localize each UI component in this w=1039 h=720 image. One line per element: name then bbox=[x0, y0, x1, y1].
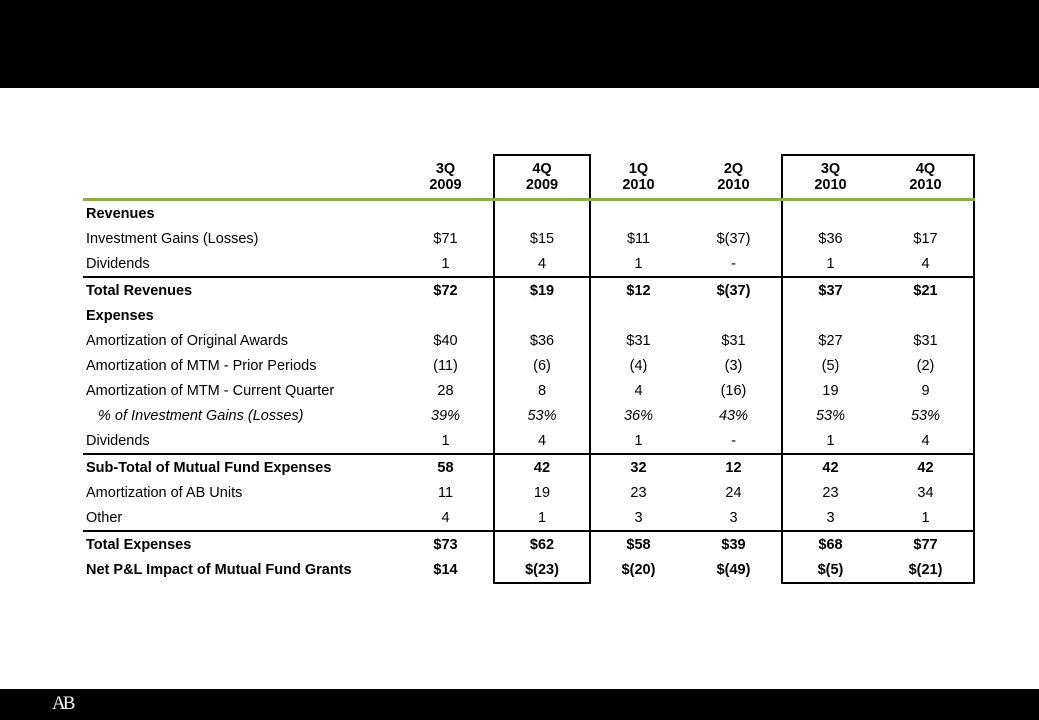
cell-value: 58 bbox=[398, 454, 494, 480]
row-label: Amortization of MTM - Prior Periods bbox=[86, 357, 317, 374]
cell-value bbox=[398, 303, 494, 328]
financial-table bbox=[83, 154, 975, 584]
cell-value: $(23) bbox=[494, 557, 590, 583]
cell-value bbox=[878, 200, 974, 227]
cell-value: 3 bbox=[634, 509, 643, 526]
cell-value: 43% bbox=[718, 407, 749, 424]
col-header-year: 2010 bbox=[590, 177, 686, 200]
cell-value: 1 bbox=[634, 432, 643, 449]
table-row bbox=[83, 251, 974, 277]
cell-value: $37 bbox=[782, 277, 878, 303]
cell-value bbox=[782, 200, 878, 227]
cell-value: - bbox=[731, 432, 736, 449]
cell-value: $27 bbox=[782, 328, 878, 353]
cell-value: $58 bbox=[590, 531, 686, 557]
cell-value bbox=[686, 303, 782, 328]
table-row bbox=[83, 353, 974, 378]
cell-value: $17 bbox=[878, 226, 974, 251]
row-label: Amortization of MTM - Current Quarter bbox=[86, 382, 335, 399]
cell-value: 1 bbox=[634, 255, 643, 272]
table-row bbox=[83, 378, 974, 403]
cell-value: 42 bbox=[878, 454, 974, 480]
table-row bbox=[83, 403, 974, 428]
cell-value: $12 bbox=[590, 277, 686, 303]
cell-value: $39 bbox=[686, 531, 782, 557]
cell-value bbox=[398, 200, 494, 227]
cell-value: 23 bbox=[630, 484, 647, 501]
cell-value: $40 bbox=[433, 332, 458, 349]
col-header-year: 2010 bbox=[782, 177, 878, 200]
col-header-year: 2009 bbox=[494, 177, 590, 200]
header-quarter-row bbox=[83, 155, 974, 177]
cell-value: $(21) bbox=[878, 557, 974, 583]
cell-value: $31 bbox=[721, 332, 746, 349]
cell-value: 11 bbox=[437, 484, 454, 501]
top-banner bbox=[0, 0, 1039, 88]
cell-value: (5) bbox=[782, 353, 878, 378]
cell-value: 4 bbox=[878, 251, 974, 277]
cell-value: $15 bbox=[494, 226, 590, 251]
table-row bbox=[83, 557, 974, 583]
row-label: Dividends bbox=[86, 432, 150, 449]
cell-value: 4 bbox=[494, 251, 590, 277]
cell-value: 24 bbox=[725, 484, 742, 501]
row-label: Expenses bbox=[86, 307, 154, 324]
row-label: Investment Gains (Losses) bbox=[86, 230, 259, 247]
cell-value: $31 bbox=[626, 332, 651, 349]
cell-value bbox=[686, 200, 782, 227]
table-row bbox=[83, 303, 974, 328]
cell-value: 3 bbox=[729, 509, 738, 526]
cell-value bbox=[782, 303, 878, 328]
cell-value bbox=[494, 200, 590, 227]
cell-value: 42 bbox=[782, 454, 878, 480]
cell-value: 1 bbox=[878, 505, 974, 531]
cell-value: 1 bbox=[782, 428, 878, 454]
cell-value bbox=[590, 200, 686, 227]
row-label: % of Investment Gains (Losses) bbox=[98, 407, 304, 424]
cell-value: $19 bbox=[494, 277, 590, 303]
cell-value: 53% bbox=[782, 403, 878, 428]
col-header-quarter: 4Q bbox=[494, 155, 590, 177]
cell-value: $(37) bbox=[716, 230, 751, 247]
col-header-year: 2010 bbox=[878, 177, 974, 200]
cell-value: $73 bbox=[398, 531, 494, 557]
cell-value: $68 bbox=[782, 531, 878, 557]
cell-value: 4 bbox=[441, 509, 450, 526]
cell-value: 53% bbox=[494, 403, 590, 428]
table-row bbox=[83, 277, 974, 303]
cell-value: $36 bbox=[782, 226, 878, 251]
cell-value bbox=[878, 303, 974, 328]
cell-value: (4) bbox=[629, 357, 648, 374]
cell-value: $11 bbox=[626, 230, 651, 247]
cell-value bbox=[590, 303, 686, 328]
cell-value: 4 bbox=[494, 428, 590, 454]
table-row bbox=[83, 505, 974, 531]
row-label: Total Expenses bbox=[83, 531, 398, 557]
header-year-row bbox=[83, 177, 974, 200]
cell-value: $71 bbox=[433, 230, 458, 247]
cell-value: 1 bbox=[441, 255, 450, 272]
cell-value: 39% bbox=[430, 407, 461, 424]
row-label: Total Revenues bbox=[83, 277, 398, 303]
bottom-banner bbox=[0, 689, 1039, 720]
col-header-quarter: 3Q bbox=[435, 161, 456, 177]
table-row bbox=[83, 428, 974, 454]
cell-value: (11) bbox=[433, 357, 458, 374]
cell-value: $77 bbox=[878, 531, 974, 557]
cell-value: $(49) bbox=[716, 562, 751, 578]
cell-value: - bbox=[731, 255, 736, 272]
cell-value: 53% bbox=[878, 403, 974, 428]
table-row bbox=[83, 200, 974, 227]
cell-value: $72 bbox=[398, 277, 494, 303]
row-label: Revenues bbox=[86, 205, 155, 222]
cell-value: $36 bbox=[494, 328, 590, 353]
row-label: Amortization of AB Units bbox=[86, 484, 243, 501]
cell-value: (3) bbox=[724, 357, 743, 374]
col-header-year: 2010 bbox=[686, 177, 782, 200]
cell-value: $14 bbox=[433, 562, 458, 578]
table-row bbox=[83, 531, 974, 557]
table-row bbox=[83, 480, 974, 505]
cell-value: 28 bbox=[437, 382, 454, 399]
col-header-quarter: 2Q bbox=[723, 161, 744, 177]
col-header-quarter: 4Q bbox=[878, 155, 974, 177]
cell-value: $(5) bbox=[782, 557, 878, 583]
cell-value: (6) bbox=[494, 353, 590, 378]
cell-value bbox=[494, 303, 590, 328]
cell-value: $21 bbox=[878, 277, 974, 303]
cell-value: (16) bbox=[720, 382, 747, 399]
cell-value: $(37) bbox=[686, 277, 782, 303]
cell-value: 9 bbox=[878, 378, 974, 403]
cell-value: 23 bbox=[782, 480, 878, 505]
table-row bbox=[83, 226, 974, 251]
row-label: Sub-Total of Mutual Fund Expenses bbox=[83, 454, 398, 480]
cell-value: 34 bbox=[878, 480, 974, 505]
col-header-year: 2009 bbox=[398, 177, 494, 200]
cell-value: $62 bbox=[494, 531, 590, 557]
table-row bbox=[83, 328, 974, 353]
cell-value: 19 bbox=[782, 378, 878, 403]
cell-value: 4 bbox=[878, 428, 974, 454]
cell-value: $31 bbox=[878, 328, 974, 353]
col-header-quarter: 3Q bbox=[782, 155, 878, 177]
cell-value: 42 bbox=[494, 454, 590, 480]
row-label: Other bbox=[86, 509, 123, 526]
cell-value: 1 bbox=[782, 251, 878, 277]
cell-value: 12 bbox=[686, 454, 782, 480]
cell-value: 8 bbox=[494, 378, 590, 403]
row-label: Dividends bbox=[86, 255, 150, 272]
cell-value: 3 bbox=[782, 505, 878, 531]
cell-value: 1 bbox=[494, 505, 590, 531]
col-header-quarter: 1Q bbox=[628, 161, 649, 177]
cell-value: 1 bbox=[441, 432, 450, 449]
cell-value: 4 bbox=[634, 382, 643, 399]
cell-value: 36% bbox=[623, 407, 654, 424]
row-label: Amortization of Original Awards bbox=[86, 332, 289, 349]
cell-value: 19 bbox=[494, 480, 590, 505]
ab-logo: AB bbox=[52, 693, 73, 714]
row-label: Net P&L Impact of Mutual Fund Grants bbox=[86, 562, 352, 578]
table-row bbox=[83, 454, 974, 480]
cell-value: (2) bbox=[878, 353, 974, 378]
cell-value: 32 bbox=[590, 454, 686, 480]
cell-value: $(20) bbox=[621, 562, 656, 578]
